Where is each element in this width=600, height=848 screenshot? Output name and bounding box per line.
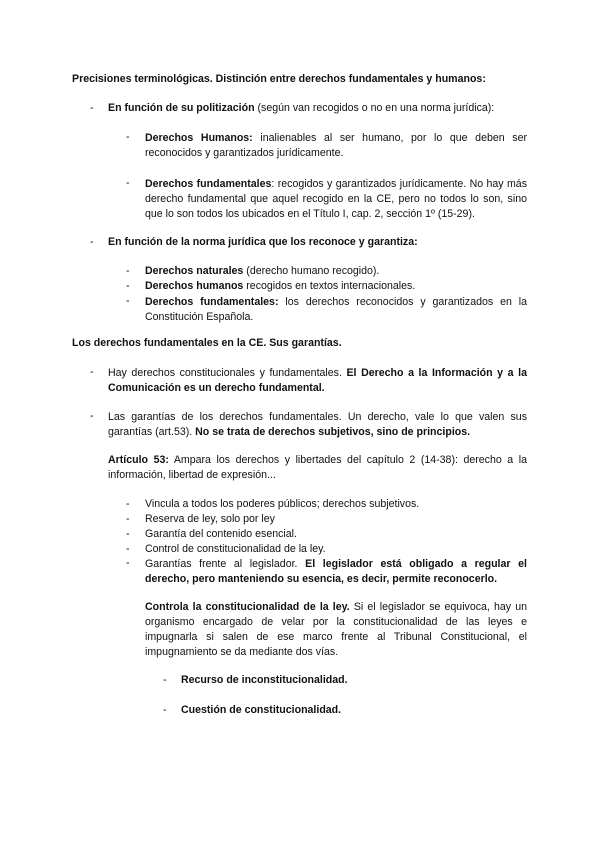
bullet-dash: - xyxy=(126,295,130,307)
item-bold: Derechos fundamentales xyxy=(145,178,272,190)
bullet-dash: - xyxy=(126,513,130,525)
item-bold: Derechos Humanos: xyxy=(145,132,253,144)
section1-heading: Precisiones terminológicas. Distinción entre derechos fundamentales y humanos: xyxy=(72,73,486,85)
list-item xyxy=(145,131,527,161)
articulo-label: Artículo 53: xyxy=(108,454,169,466)
item-bold: Derechos humanos xyxy=(145,280,244,292)
item-text: Las garantías de los derechos fundamentales. Un derecho, vale lo que valen sus garantías (art.53). xyxy=(108,411,527,438)
list-item: Garantía del contenido esencial. xyxy=(145,528,297,540)
list-item xyxy=(108,102,494,114)
list-item: Cuestión de constitucionalidad. xyxy=(181,704,342,716)
articulo-text: Ampara los derechos y libertades del capítulo 2 (14-38): derecho a la información, libertad de expresión... xyxy=(108,454,527,481)
articulo-53-paragraph xyxy=(108,453,527,483)
item-text: inalienables al ser humano, por lo que deben ser reconocidos y garantizados jurídicamente. xyxy=(145,132,527,159)
bullet-dash: - xyxy=(126,557,130,569)
item-text: (según van recogidos o no en una norma jurídica): xyxy=(254,102,495,114)
list-item xyxy=(145,295,527,325)
item-bold: Derechos fundamentales: xyxy=(145,296,279,308)
item-bold: En función de la norma jurídica que los reconoce y garantiza: xyxy=(108,236,418,248)
list-item: Reserva de ley, solo por ley xyxy=(145,513,275,525)
item-text: recogidos en textos internacionales. xyxy=(243,280,416,292)
list-item: Control de constitucionalidad de la ley. xyxy=(145,543,326,555)
list-item xyxy=(108,366,527,396)
list-item xyxy=(145,280,415,292)
item-bold: El legislador está obligado a regular el derecho, pero manteniendo su esencia, es decir, permite reconocerlo. xyxy=(145,558,527,585)
bullet-dash: - xyxy=(126,265,130,277)
bullet-dash: - xyxy=(163,704,167,716)
item-bold: En función de su politización xyxy=(108,102,255,114)
item-bold: El Derecho a la Información y a la Comunicación es un derecho fundamental. xyxy=(108,367,527,394)
bullet-dash: - xyxy=(90,102,94,114)
list-item: Vincula a todos los poderes públicos; derechos subjetivos. xyxy=(145,498,420,510)
list-item: Recurso de inconstitucionalidad. xyxy=(181,674,348,686)
item-text: (derecho humano recogido). xyxy=(243,265,380,277)
item-text: Garantías frente al legislador. xyxy=(145,558,306,570)
item-text: Hay derechos constitucionales y fundamentales. xyxy=(108,367,347,379)
bullet-dash: - xyxy=(163,674,167,686)
section2-heading: Los derechos fundamentales en la CE. Sus garantías. xyxy=(72,337,342,349)
bullet-dash: - xyxy=(126,543,130,555)
controla-label: Controla la constitucionalidad de la ley. xyxy=(145,601,350,613)
list-item xyxy=(108,236,418,248)
list-item xyxy=(145,265,379,277)
item-bold: Derechos naturales xyxy=(145,265,244,277)
bullet-dash: - xyxy=(126,131,130,143)
bullet-dash: - xyxy=(90,236,94,248)
bullet-dash: - xyxy=(126,498,130,510)
bullet-dash: - xyxy=(126,177,130,189)
bullet-dash: - xyxy=(90,410,94,422)
item-text: los derechos reconocidos y garantizados en la Constitución Española. xyxy=(145,296,528,323)
bullet-dash: - xyxy=(126,280,130,292)
list-item xyxy=(145,557,527,587)
item-bold: No se trata de derechos subjetivos, sino de principios. xyxy=(195,426,471,438)
bullet-dash: - xyxy=(126,528,130,540)
list-item xyxy=(145,177,527,222)
bullet-dash: - xyxy=(90,366,94,378)
controla-paragraph xyxy=(145,600,527,660)
item-text: : recogidos y garantizados jurídicamente. No hay más derecho fundamental que aquel recogido en la CE, pero no todos lo son, sino que lo son todos los ubicados en el Título I, cap. 2, sección 1º (15-29). xyxy=(145,178,527,220)
list-item xyxy=(108,410,527,440)
controla-text: Si el legislador se equivoca, hay un organismo encargado de velar por la constitucionalidad de las leyes e impugnarla si salen de ese marco frente al Tribunal Constitucional, el impugnamiento se da mediante dos vías. xyxy=(145,601,527,658)
